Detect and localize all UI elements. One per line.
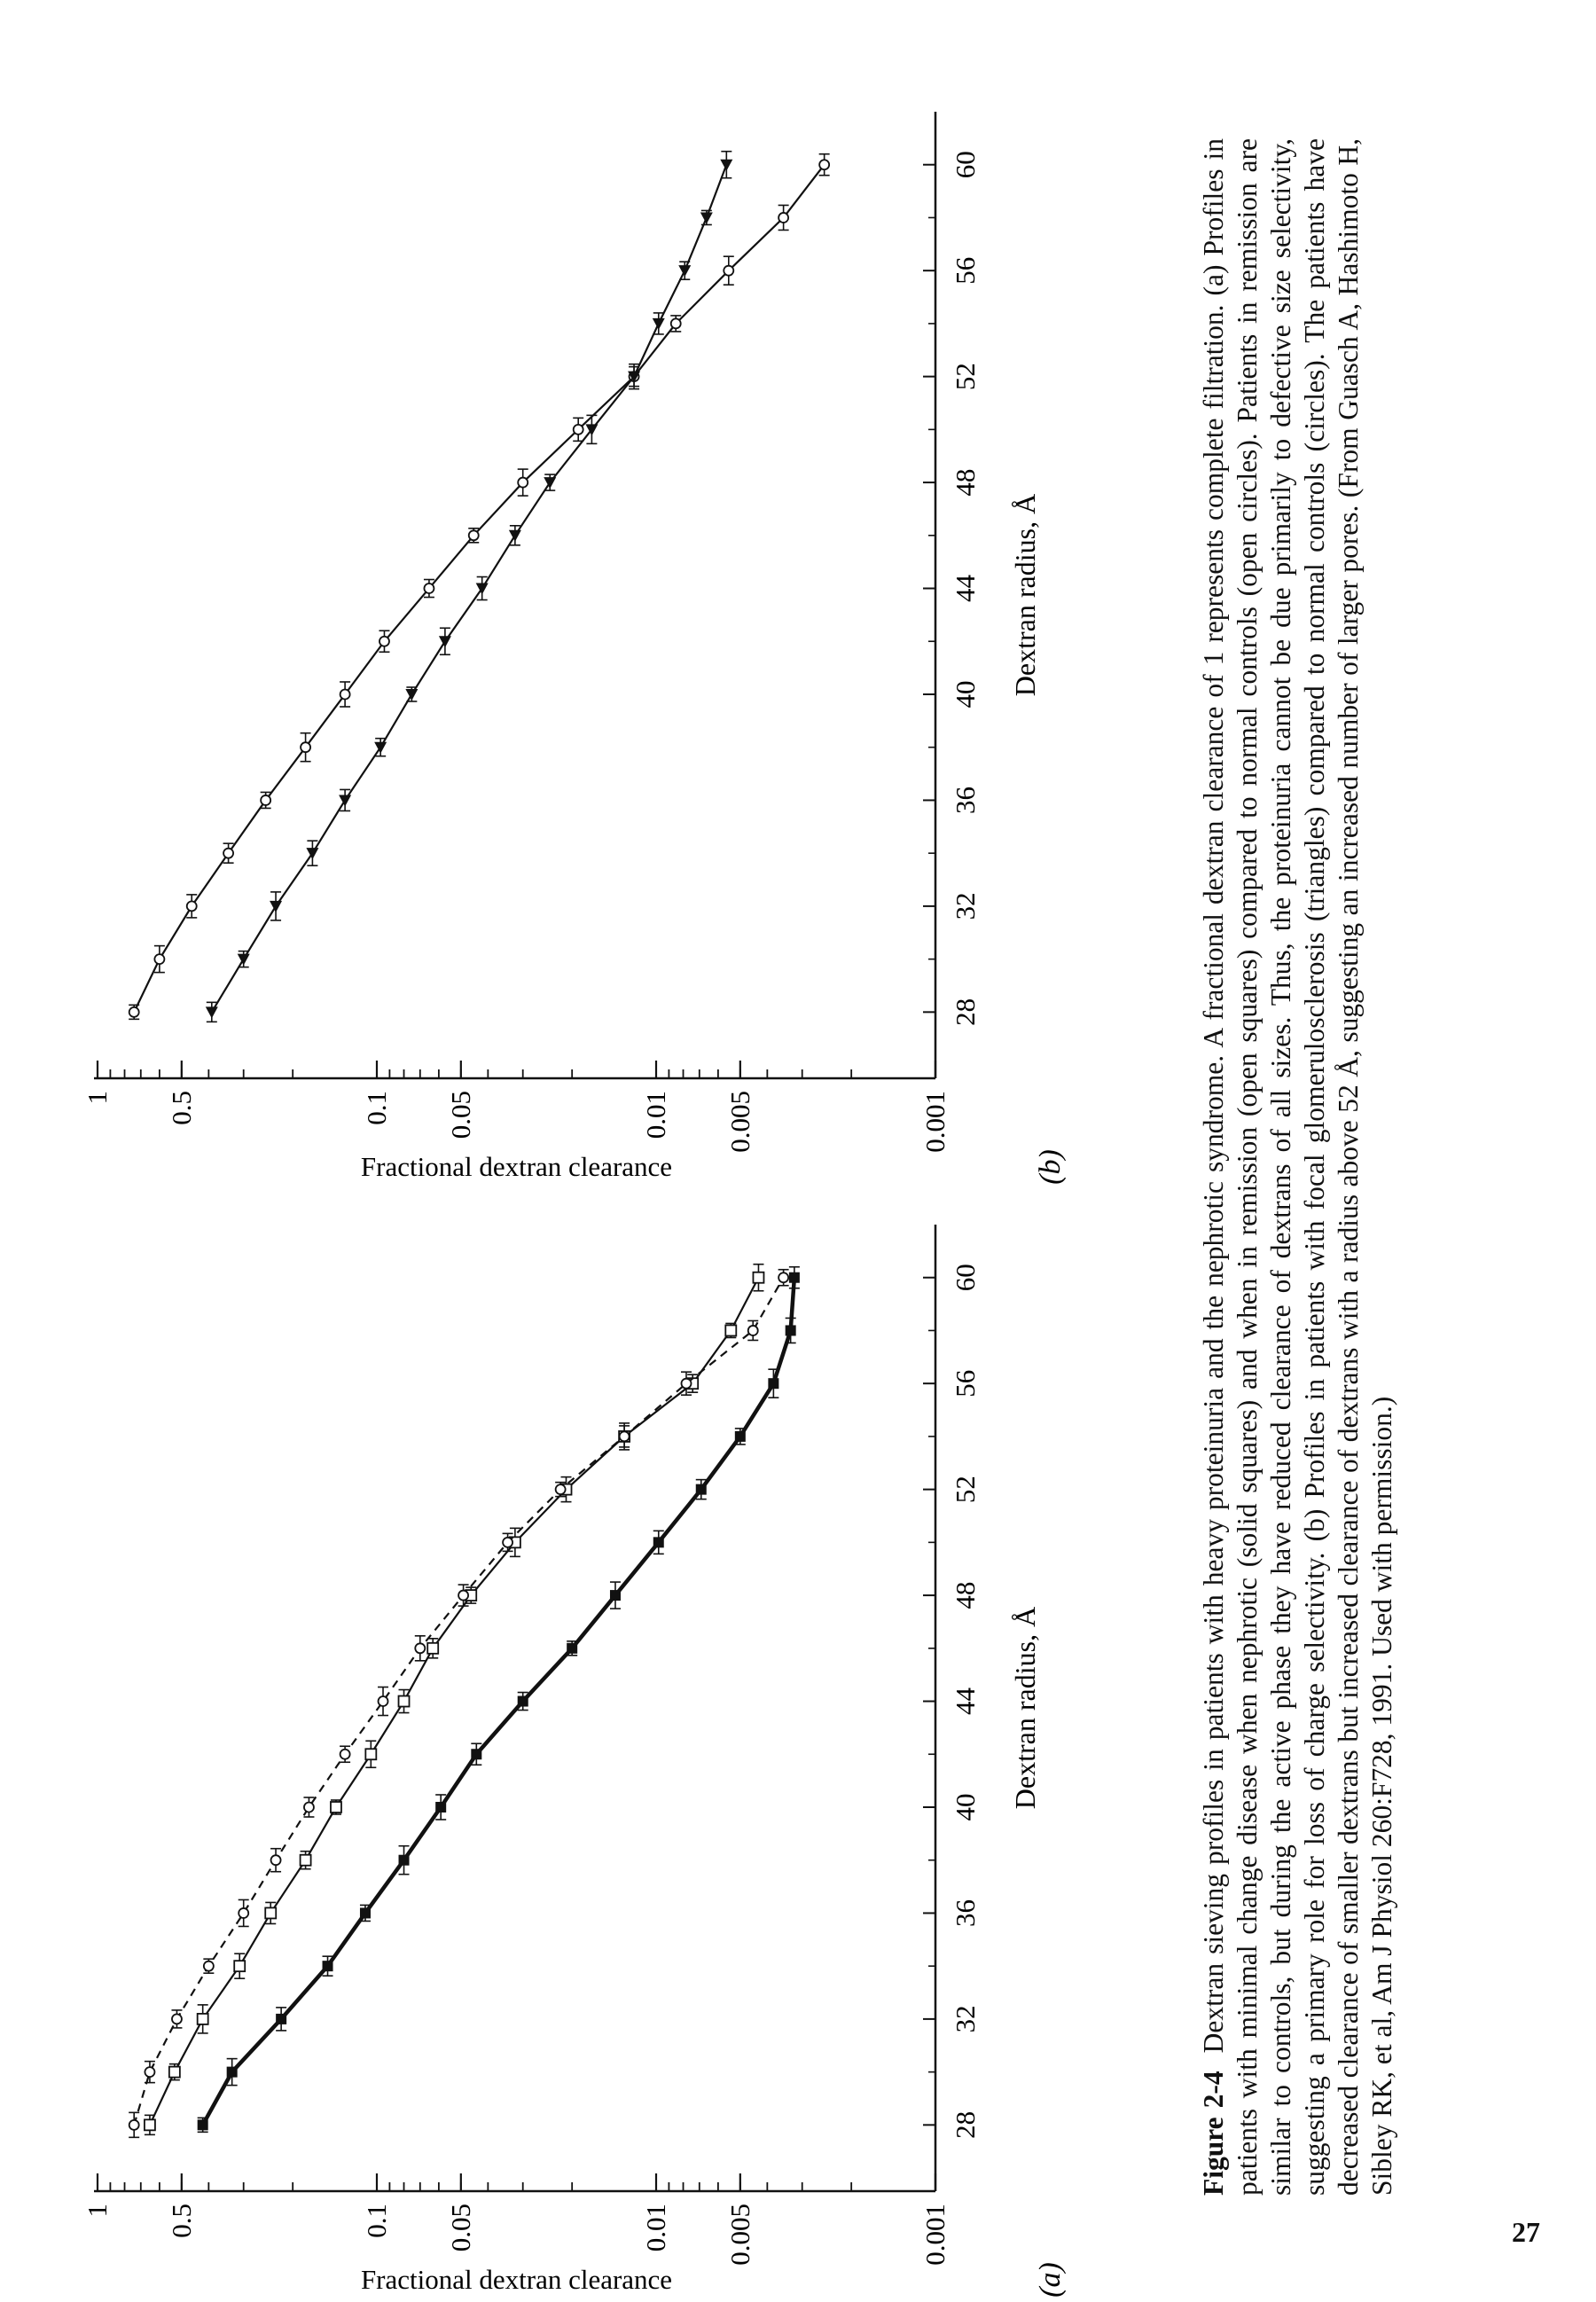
data-point — [306, 848, 318, 859]
x-tick-label: 44 — [950, 575, 981, 603]
x-axis-title: Dextran radius, Å — [1009, 493, 1041, 697]
panel-label: (b) — [1034, 1149, 1067, 1185]
y-tick-label: 0.1 — [361, 2204, 392, 2238]
data-point — [339, 795, 351, 806]
y-axis-title: Fractional dextran clearance — [360, 2264, 673, 2295]
data-point — [720, 160, 732, 171]
data-point — [304, 1802, 314, 1812]
data-point — [786, 1325, 796, 1335]
x-tick-label: 44 — [950, 1687, 981, 1716]
y-tick-label: 0.01 — [640, 2204, 671, 2252]
x-tick-label: 52 — [950, 1476, 981, 1504]
data-point — [198, 2119, 208, 2130]
data-point — [696, 1484, 707, 1495]
data-point — [427, 1643, 438, 1654]
x-tick-label: 32 — [950, 2005, 981, 2033]
data-point — [458, 1591, 468, 1601]
series-line — [212, 165, 727, 1013]
series-solid-square — [198, 1267, 800, 2133]
data-point — [227, 2067, 238, 2078]
data-point — [379, 637, 389, 646]
series-open-circle — [129, 1270, 788, 2138]
series-triangle — [206, 152, 733, 1022]
x-tick-label: 60 — [950, 1264, 981, 1292]
data-point — [753, 1272, 763, 1283]
x-axis-title: Dextran radius, Å — [1009, 1606, 1041, 1810]
data-point — [725, 1325, 736, 1335]
figure-caption-text: Dextran sieving profiles in patients with heavy proteinuria and the nephrotic syndrome. A fractional dextran clearance of 1 represents complete filtration. (a) Profiles in patients with minimal change disease when nephrotic (solid squares) and when in remission (open squares) compared to normal controls (open circles). Patients in remission are similar to controls, but during the active phase they have reduced clearance of dextrans of all sizes. Thus, the proteinuria cannot be due primarily to defective size selectivity, suggesting a primary role for loss of charge selectivity. (b) Profiles in patients with focal glomerulosclerosis (triangles) compared to normal controls (circles). The patients have decreased clearance of smaller dextrans but increased clearance of dextrans with a radius above 52 Å, suggesting an increased number of larger pores. (From Guasch A, Hashimoto H, Sibley RK, et al, Am J Physiol 260:F728, 1991. Used with permission.) — [1198, 138, 1397, 2196]
series-line — [203, 1278, 794, 2126]
data-point — [323, 1961, 333, 1971]
y-tick-label: 0.05 — [444, 2204, 476, 2252]
data-point — [265, 1907, 276, 1918]
data-point — [234, 1961, 245, 1971]
x-tick-label: 52 — [950, 363, 981, 391]
x-tick-label: 40 — [950, 1793, 981, 1821]
data-point — [340, 1750, 350, 1759]
data-point — [331, 1802, 341, 1813]
data-point — [476, 583, 489, 595]
data-point — [610, 1590, 621, 1601]
data-point — [518, 1696, 528, 1707]
x-tick-label: 48 — [950, 1581, 981, 1609]
data-point — [239, 1908, 248, 1918]
data-point — [415, 1643, 425, 1653]
data-point — [365, 1749, 376, 1759]
x-tick-label: 32 — [950, 892, 981, 920]
data-point — [567, 1643, 577, 1654]
data-point — [768, 1378, 778, 1389]
data-point — [556, 1484, 566, 1494]
y-tick-label: 0.005 — [724, 2204, 755, 2266]
y-tick-label: 0.5 — [165, 1091, 197, 1125]
data-point — [469, 530, 479, 540]
y-tick-label: 0.001 — [919, 2204, 951, 2266]
data-point — [223, 849, 233, 858]
chart-panel-a — [82, 1225, 1067, 2298]
data-point — [653, 1537, 664, 1547]
data-point — [819, 160, 829, 169]
data-point — [154, 954, 164, 964]
panel-label: (a) — [1034, 2262, 1067, 2298]
figure-caption — [1197, 138, 1399, 2196]
data-point — [204, 1961, 214, 1971]
y-tick-label: 0.05 — [444, 1091, 476, 1139]
x-tick-label: 40 — [950, 680, 981, 709]
data-point — [778, 1272, 788, 1282]
data-point — [261, 795, 270, 805]
data-point — [399, 1696, 410, 1707]
data-point — [145, 2119, 155, 2130]
data-point — [187, 901, 197, 911]
data-point — [735, 1431, 746, 1442]
x-tick-label: 28 — [950, 998, 981, 1026]
series-line — [134, 1278, 783, 2126]
y-tick-label: 1 — [82, 1091, 113, 1105]
x-tick-label: 56 — [950, 1369, 981, 1398]
data-point — [424, 583, 434, 593]
data-point — [518, 478, 528, 488]
data-point — [724, 266, 733, 276]
data-point — [574, 425, 583, 435]
y-tick-label: 0.005 — [724, 1091, 755, 1153]
data-point — [399, 1855, 410, 1866]
x-tick-label: 36 — [950, 1899, 981, 1927]
data-point — [129, 2120, 139, 2130]
data-point — [653, 318, 665, 330]
data-point — [172, 2014, 182, 2024]
data-point — [748, 1326, 758, 1335]
data-point — [471, 1749, 481, 1759]
data-point — [778, 213, 788, 223]
series-line — [150, 1278, 759, 2126]
data-point — [340, 689, 350, 699]
data-point — [271, 1855, 281, 1865]
data-point — [681, 1379, 691, 1389]
data-point — [503, 1538, 512, 1547]
data-point — [671, 318, 681, 328]
data-point — [169, 2067, 180, 2078]
y-tick-label: 0.01 — [640, 1091, 671, 1139]
x-tick-label: 28 — [950, 2110, 981, 2139]
data-point — [301, 1855, 311, 1866]
data-point — [700, 212, 713, 223]
data-point — [439, 636, 451, 647]
y-tick-label: 0.1 — [361, 1091, 392, 1125]
data-point — [238, 954, 250, 966]
data-point — [374, 742, 387, 754]
data-point — [129, 1007, 139, 1017]
data-point — [678, 265, 691, 277]
data-point — [276, 2014, 286, 2024]
x-tick-label: 60 — [950, 151, 981, 179]
data-point — [789, 1272, 800, 1283]
series-open-square — [145, 1265, 764, 2135]
x-tick-label: 48 — [950, 468, 981, 497]
figure-caption-label: Figure 2-4 — [1198, 2071, 1229, 2196]
x-tick-label: 36 — [950, 786, 981, 814]
chart-panel-b — [82, 112, 1067, 1185]
y-tick-label: 1 — [82, 2204, 113, 2218]
data-point — [544, 477, 556, 489]
data-point — [379, 1696, 388, 1706]
data-point — [301, 742, 310, 752]
data-point — [509, 530, 521, 542]
data-point — [198, 2014, 208, 2024]
data-point — [435, 1802, 446, 1813]
x-tick-label: 56 — [950, 256, 981, 285]
y-axis-title: Fractional dextran clearance — [360, 1151, 673, 1182]
data-point — [405, 689, 418, 701]
y-tick-label: 0.5 — [165, 2204, 197, 2238]
data-point — [620, 1431, 630, 1441]
data-point — [270, 901, 282, 912]
data-point — [206, 1006, 218, 1018]
y-tick-label: 0.001 — [919, 1091, 951, 1153]
data-point — [360, 1907, 371, 1918]
data-point — [145, 2067, 154, 2077]
page-number: 27 — [1512, 2216, 1540, 2248]
